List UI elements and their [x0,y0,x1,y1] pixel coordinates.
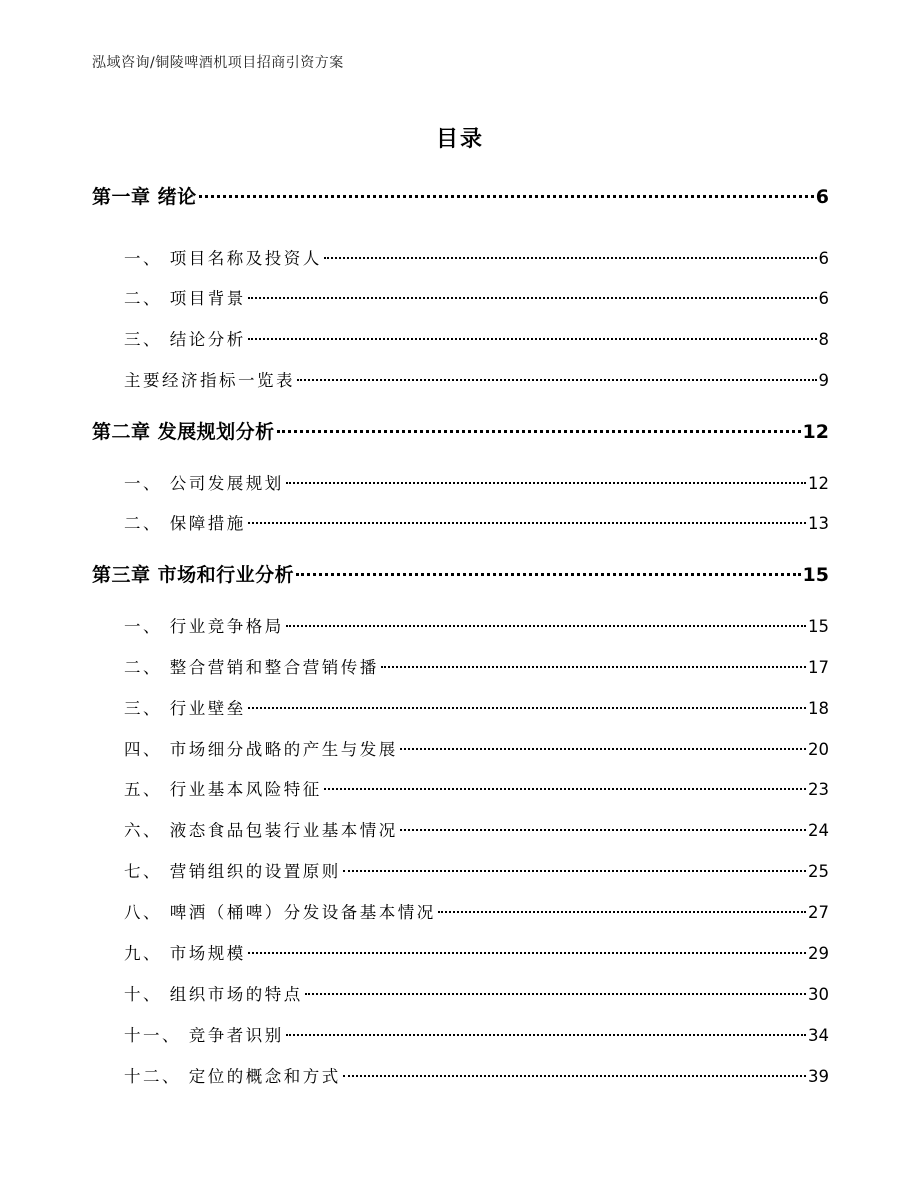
toc-section-3-6[interactable] [124,818,829,844]
toc-page-number: 27 [808,903,829,922]
toc-page-number: 8 [818,330,829,349]
toc-page-number: 17 [808,658,829,677]
toc-section-3-7[interactable] [124,859,829,885]
dot-leader [324,788,806,790]
dot-leader [324,257,817,259]
toc-page-number: 15 [808,617,829,636]
dot-leader [381,666,806,668]
toc-page-number: 30 [808,985,829,1004]
toc-page-number: 23 [808,780,829,799]
toc-entry-label: 十一、 竞争者识别 [124,1026,284,1045]
dot-leader [438,911,806,913]
toc-page-number: 25 [808,862,829,881]
dot-leader [248,338,817,340]
toc-entry-label: 六、 液态食品包装行业基本情况 [124,821,398,840]
toc-section-3-8[interactable] [124,900,829,926]
toc-page-number: 6 [818,289,829,308]
toc-page-number: 6 [818,249,829,268]
toc-section-3-1[interactable] [124,614,829,640]
toc-section-3-2[interactable] [124,655,829,681]
toc-entry-label: 七、 营销组织的设置原则 [124,862,341,881]
dot-leader [286,1034,806,1036]
toc-entry-label: 四、 市场细分战略的产生与发展 [124,740,398,759]
toc-page-number: 15 [802,564,829,586]
toc-page-number: 12 [808,474,829,493]
toc-entry-label: 一、 行业竞争格局 [124,617,284,636]
toc-page-number: 13 [808,514,829,533]
toc-page-number: 6 [815,186,829,208]
toc-chapter-1[interactable] [92,184,829,210]
toc-section-3-5[interactable] [124,777,829,803]
dot-leader [400,829,806,831]
toc-page-number: 39 [808,1067,829,1086]
toc-entry-label: 五、 行业基本风险特征 [124,780,322,799]
toc-section-2-2[interactable] [124,511,829,537]
toc-section-3-9[interactable] [124,941,829,967]
toc-entry-label: 第二章 发展规划分析 [92,421,275,443]
toc-page-number: 29 [808,944,829,963]
toc-entry-label: 一、 公司发展规划 [124,474,284,493]
toc-section-3-3[interactable] [124,696,829,722]
toc-entry-label: 第三章 市场和行业分析 [92,564,295,586]
toc-entry-label: 二、 整合营销和整合营销传播 [124,658,379,677]
toc-entry-label: 十二、 定位的概念和方式 [124,1067,341,1086]
dot-leader [343,1075,806,1077]
toc-entry-label: 三、 结论分析 [124,330,246,349]
toc-page-number: 20 [808,740,829,759]
dot-leader [400,748,806,750]
toc-section-1-3[interactable] [124,327,829,353]
toc-section-3-12[interactable] [124,1064,829,1090]
toc-entry-label: 三、 行业壁垒 [124,699,246,718]
toc-entry-label: 九、 市场规模 [124,944,246,963]
dot-leader [343,870,806,872]
dot-leader [199,195,814,198]
toc-entry-label: 八、 啤酒（桶啤）分发设备基本情况 [124,903,436,922]
toc-entry-label: 二、 项目背景 [124,289,246,308]
dot-leader [296,573,800,576]
toc-page-number: 12 [802,421,829,443]
toc-section-2-1[interactable] [124,471,829,497]
toc-chapter-2[interactable] [92,419,829,445]
toc-section-3-10[interactable] [124,982,829,1008]
toc-entry-label: 第一章 绪论 [92,186,197,208]
dot-leader [248,952,806,954]
dot-leader [248,522,806,524]
page-header: 泓域咨询/铜陵啤酒机项目招商引资方案 [92,55,344,71]
dot-leader [305,993,806,995]
dot-leader [286,625,806,627]
toc-entry-label: 主要经济指标一览表 [124,371,295,390]
toc-page-number: 18 [808,699,829,718]
toc-section-1-1[interactable] [124,246,829,272]
toc-section-1-2[interactable] [124,286,829,312]
toc-entry-label: 十、 组织市场的特点 [124,985,303,1004]
dot-leader [286,482,806,484]
dot-leader [248,707,806,709]
toc-chapter-3[interactable] [92,562,829,588]
toc-entry-label: 二、 保障措施 [124,514,246,533]
toc-title: 目录 [435,127,484,152]
toc-page-number: 24 [808,821,829,840]
toc-entry-label: 一、 项目名称及投资人 [124,249,322,268]
toc-page-number: 9 [818,371,829,390]
dot-leader [248,297,817,299]
toc-section-3-11[interactable] [124,1023,829,1049]
toc-page-number: 34 [808,1026,829,1045]
dot-leader [277,430,801,433]
toc-section-3-4[interactable] [124,737,829,763]
toc-section-1-4[interactable] [124,368,829,394]
dot-leader [297,379,817,381]
